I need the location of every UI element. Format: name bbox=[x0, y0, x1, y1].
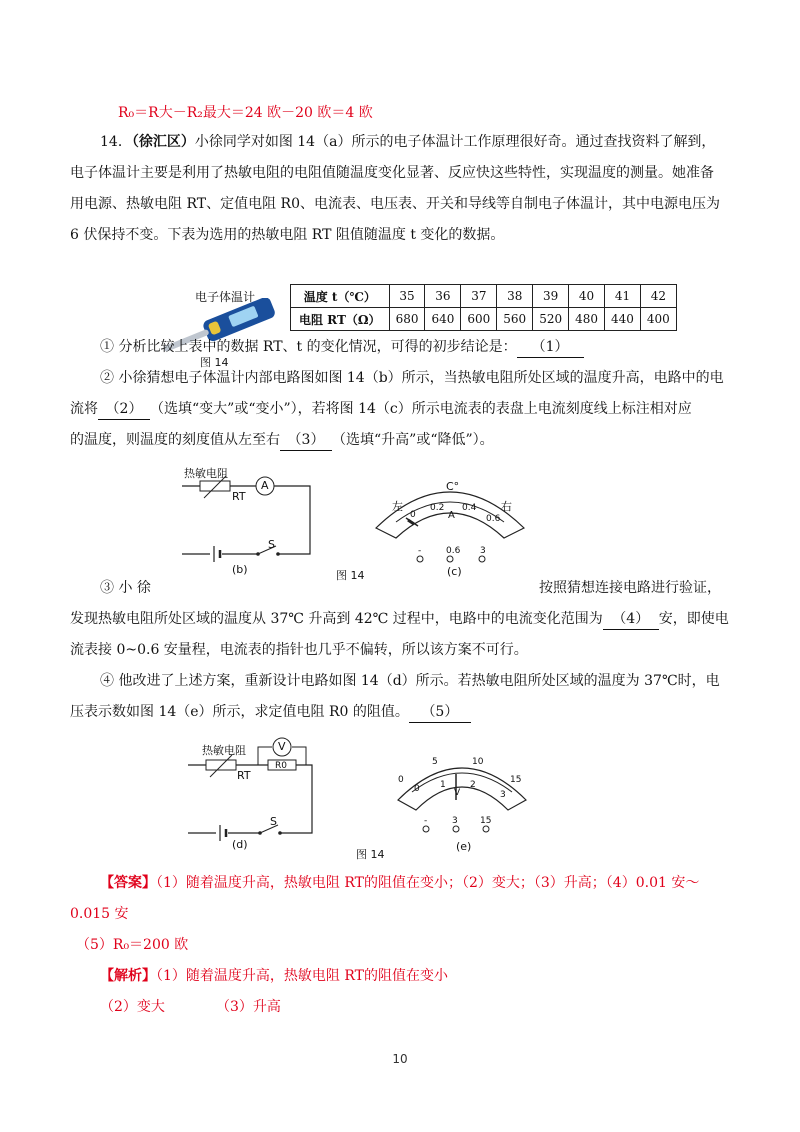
para-line-2: 用电源、热敏电阻 RT、定值电阻 R0、电流表、电压表、开关和导线等自制电子体温计，其中电源电压为 bbox=[70, 196, 720, 212]
table-cell: 42 bbox=[640, 285, 676, 308]
rt-label: RT bbox=[232, 490, 246, 503]
blank-1: （1） bbox=[517, 337, 584, 358]
dial-top-tick: 5 bbox=[432, 757, 438, 767]
answer-tag: 【答案】 bbox=[100, 875, 156, 891]
terminal-label: 3 bbox=[480, 546, 486, 556]
q2-line-3 bbox=[70, 430, 494, 451]
q3-line-2 bbox=[70, 609, 729, 630]
terminal-label: 0.6 bbox=[446, 546, 461, 556]
q3-line-1b: 按照猜想连接电路进行验证， bbox=[539, 580, 721, 596]
thermometer-label: 电子体温计 bbox=[195, 290, 256, 304]
table-cell: 41 bbox=[605, 285, 641, 308]
answer-line-2: 0.015 安 bbox=[70, 906, 129, 922]
page-number: 10 bbox=[392, 1052, 408, 1066]
analysis-tag: 【解析】 bbox=[100, 968, 156, 984]
table-cell: 560 bbox=[497, 308, 533, 331]
q4-text: 压表示数如图 14（e）所示，求定值电阻 R0 的阻值。 bbox=[70, 704, 409, 720]
q4-line-1: ④ 他改进了上述方案，重新设计电路如图 14（d）所示。若热敏电阻所处区域的温度为 37℃时，电 bbox=[100, 673, 720, 689]
dial-unit: V bbox=[454, 788, 461, 798]
dial-center-label: C° bbox=[446, 480, 460, 493]
dial-top-tick: 10 bbox=[472, 757, 484, 767]
q2-line-1: ② 小徐猜想电子体温计内部电路图如图 14（b）所示，当热敏电阻所处区域的温度升高，电路中的电 bbox=[100, 370, 724, 386]
table-cell: 37 bbox=[461, 285, 497, 308]
q2-text: 流将 bbox=[70, 401, 98, 417]
dial-tick: 0.6 bbox=[486, 514, 501, 524]
dial-bottom-tick: 2 bbox=[470, 780, 476, 790]
table-cell: 400 bbox=[640, 308, 676, 331]
blank-2: （2） bbox=[98, 399, 150, 420]
para-line-0: 小徐同学对如图 14（a）所示的电子体温计工作原理很好奇。通过查找资料了解到， bbox=[194, 134, 716, 150]
terminal-posts bbox=[414, 554, 490, 564]
caption-e: (e) bbox=[456, 840, 472, 853]
q2-line-2 bbox=[70, 399, 692, 420]
table-cell: 40 bbox=[569, 285, 605, 308]
question-first-line bbox=[100, 132, 715, 152]
blank-3: （3） bbox=[280, 430, 332, 451]
voltmeter-icon: V bbox=[278, 740, 286, 753]
analysis-text: （1）随着温度升高，热敏电阻 RT的阻值在变小 bbox=[156, 968, 448, 984]
table-cell: 440 bbox=[605, 308, 641, 331]
resistance-table bbox=[290, 284, 677, 331]
blank-4: （4） bbox=[603, 609, 659, 630]
terminal-label: 3 bbox=[452, 816, 458, 826]
dial-tick: 0.2 bbox=[430, 503, 445, 513]
blank-5: （5） bbox=[409, 702, 471, 723]
figure-caption: 图 14 bbox=[336, 569, 365, 582]
terminal-label: - bbox=[418, 546, 422, 556]
table-row bbox=[291, 285, 677, 308]
answer-text: （1）随着温度升高，热敏电阻 RT的阻值在变小；（2）变大；（3）升高；（4）0.01 安～ bbox=[156, 875, 700, 891]
thermistor-label: 热敏电阻 bbox=[184, 467, 228, 480]
switch-label: S bbox=[270, 815, 277, 828]
q2-text: （选填“升高”或“降低”）。 bbox=[332, 432, 494, 448]
ammeter-icon: A bbox=[261, 479, 269, 492]
table-cell: 520 bbox=[533, 308, 569, 331]
rt-label: RT bbox=[237, 769, 251, 782]
dial-left-label: 左 bbox=[392, 500, 403, 513]
table-cell: 600 bbox=[461, 308, 497, 331]
answer-line-3: （5）R₀＝200 欧 bbox=[76, 937, 189, 953]
answer-line-1 bbox=[100, 873, 699, 893]
dial-bottom-tick: 1 bbox=[440, 780, 446, 790]
thermistor-label: 热敏电阻 bbox=[202, 744, 246, 757]
figure-caption: 图 14 bbox=[356, 848, 385, 861]
para-line-3: 6 伏保持不变。下表为选用的热敏电阻 RT 阻值随温度 t 变化的数据。 bbox=[70, 227, 505, 243]
q3-line-3: 流表接 0~0.6 安量程，电流表的指针也几乎不偏转，所以该方案不可行。 bbox=[70, 642, 528, 658]
caption-b: (b) bbox=[232, 563, 248, 576]
table-cell: 35 bbox=[389, 285, 425, 308]
terminal-posts bbox=[420, 824, 496, 834]
dial-top-tick: 15 bbox=[510, 775, 522, 785]
caption-d: (d) bbox=[232, 838, 248, 851]
terminal-label: 15 bbox=[480, 816, 492, 826]
q3-text: 安，即使电 bbox=[658, 611, 729, 627]
caption-c: (c) bbox=[447, 565, 462, 578]
table-row bbox=[291, 308, 677, 331]
r0-label: R0 bbox=[275, 761, 287, 771]
table-cell: 36 bbox=[425, 285, 461, 308]
table-cell: 680 bbox=[389, 308, 425, 331]
dial-right-label: 右 bbox=[501, 500, 512, 513]
dial-tick: 0 bbox=[410, 510, 416, 520]
q4-line-2 bbox=[70, 702, 471, 723]
analysis-line-2a: （2）变大 bbox=[100, 999, 165, 1015]
switch-label: S bbox=[268, 538, 275, 551]
analysis-line-1 bbox=[100, 966, 448, 986]
dial-tick: 0.4 bbox=[462, 503, 477, 513]
para-line-1: 电子体温计主要是利用了热敏电阻的电阻值随温度变化显著、反应快这些特性，实现温度的测量。她准备 bbox=[70, 165, 714, 181]
q2-text: （选填“变大”或“变小”），若将图 14（c）所示电流表的表盘上电流刻度线上标注相对应 bbox=[150, 401, 692, 417]
dial-unit: A bbox=[448, 510, 455, 521]
q3-line-1a: ③ 小 徐 bbox=[100, 580, 151, 596]
question-source: （徐汇区） bbox=[131, 134, 195, 150]
q3-text: 发现热敏电阻所处区域的温度从 37℃ 升高到 42℃ 过程中，电路中的电流变化范围为 bbox=[70, 611, 603, 627]
resistance-header: 电阻 RT（Ω） bbox=[291, 308, 390, 331]
table-cell: 640 bbox=[425, 308, 461, 331]
figure-caption: 图 14 bbox=[200, 356, 229, 369]
dial-bottom-tick: 0 bbox=[414, 784, 420, 794]
table-cell: 38 bbox=[497, 285, 533, 308]
temp-header: 温度 t（℃） bbox=[291, 285, 390, 308]
question-number: 14． bbox=[100, 134, 132, 150]
dial-top-tick: 0 bbox=[398, 775, 404, 785]
table-cell: 39 bbox=[533, 285, 569, 308]
q2-text: 的温度，则温度的刻度值从左至右 bbox=[70, 432, 280, 448]
q1-line bbox=[100, 337, 584, 358]
terminal-label: - bbox=[424, 816, 428, 826]
q1-text: ① 分析比较上表中的数据 RT、t 的变化情况，可得的初步结论是： bbox=[100, 339, 517, 355]
prev-answer-formula: R₀＝R大－R₂最大＝24 欧－20 欧＝4 欧 bbox=[118, 105, 373, 121]
analysis-line-2b: （3）升高 bbox=[216, 999, 281, 1015]
dial-bottom-tick: 3 bbox=[500, 790, 506, 800]
table-cell: 480 bbox=[569, 308, 605, 331]
